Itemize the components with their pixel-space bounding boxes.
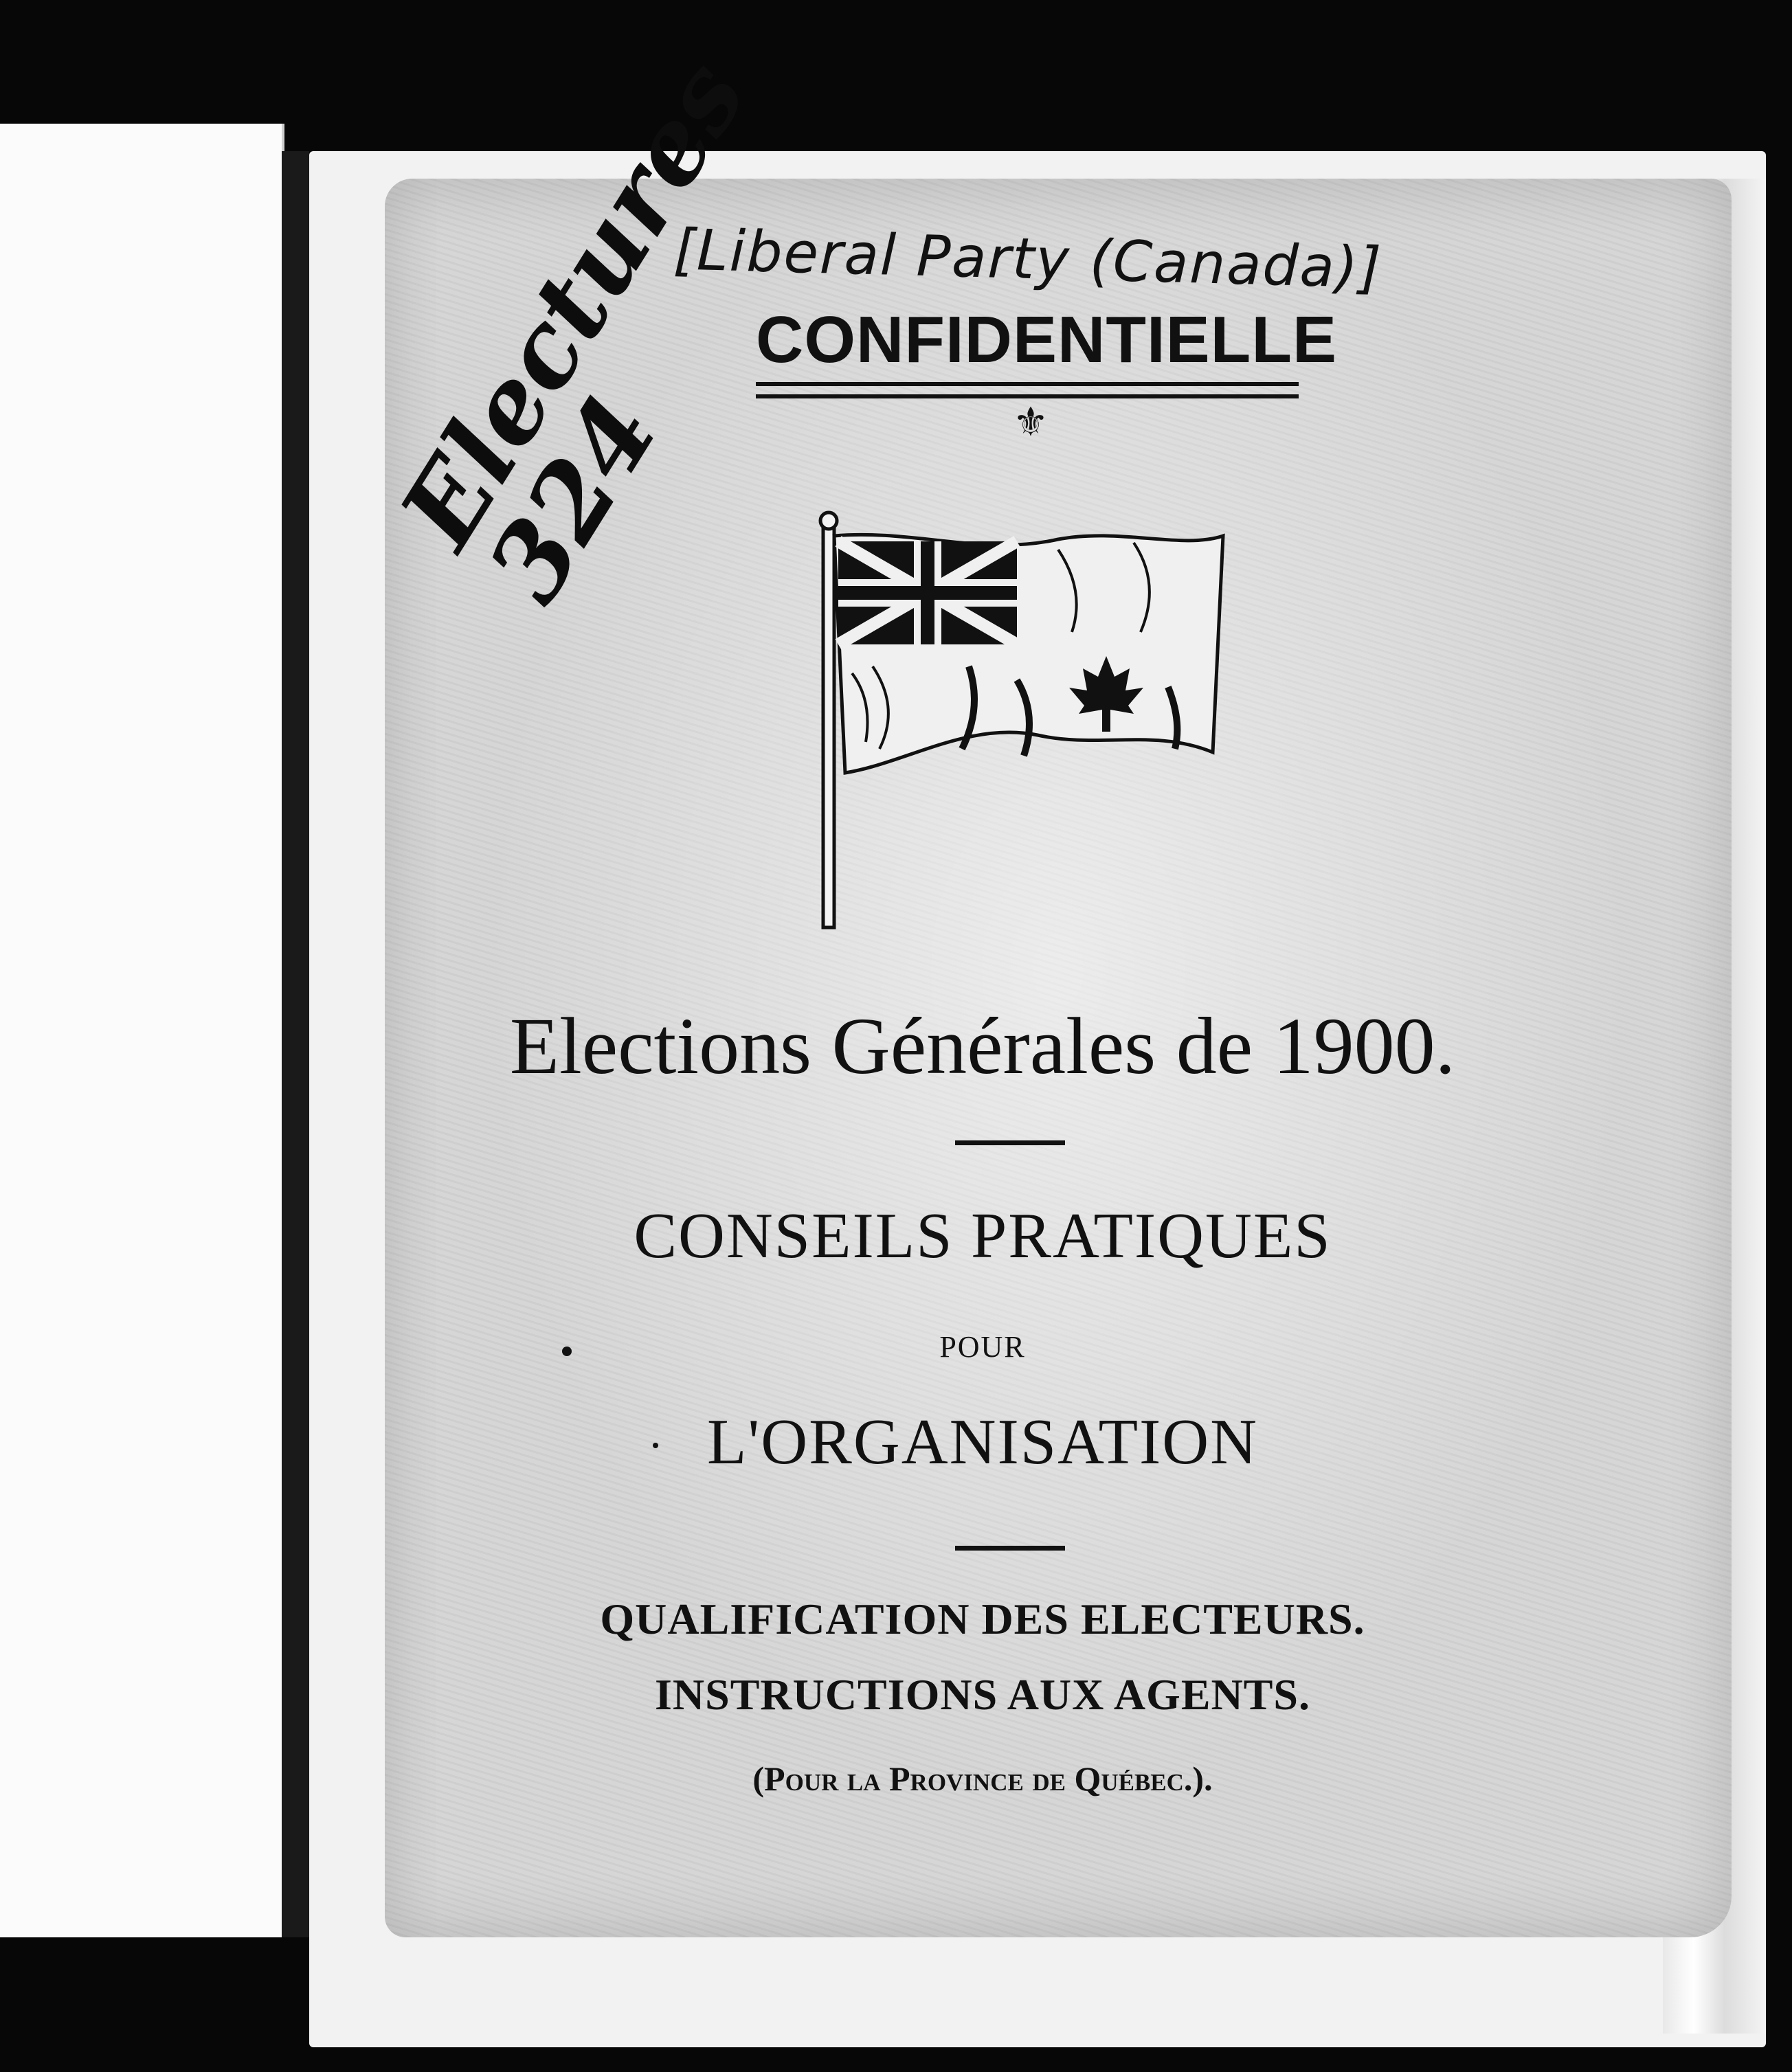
double-rule-top [756,382,1299,386]
ink-speck [653,1443,658,1448]
confidential-stamp: CONFIDENTIELLE [756,303,1337,376]
red-ensign-flag-icon [811,508,1237,934]
subtitle-instructions: INSTRUCTIONS AUX AGENTS. [654,1670,1311,1719]
document-title: Elections Générales de 1900. [509,1001,1456,1091]
ink-speck [562,1347,572,1356]
heading-connector: POUR [939,1330,1026,1364]
heading-organisation: L'ORGANISATION [706,1406,1259,1478]
separator-dash [955,1140,1065,1145]
heading-conseils-pratiques: CONSEILS PRATIQUES [634,1200,1332,1272]
subtitle-qualification: QUALIFICATION DES ELECTEURS. [600,1595,1365,1643]
binding-gutter [282,151,309,1937]
separator-dash [955,1546,1065,1551]
handwritten-shelf-mark: Electures 324 [377,40,770,622]
province-note: (Pour la Province de Québec.). [752,1759,1213,1798]
blank-left-page [0,124,284,1937]
fleur-de-lis-icon: ⚜ [1013,400,1049,444]
flag-illustration [811,508,1237,934]
handwritten-catalog-note: [Liberal Party (Canada)] [672,217,1383,302]
